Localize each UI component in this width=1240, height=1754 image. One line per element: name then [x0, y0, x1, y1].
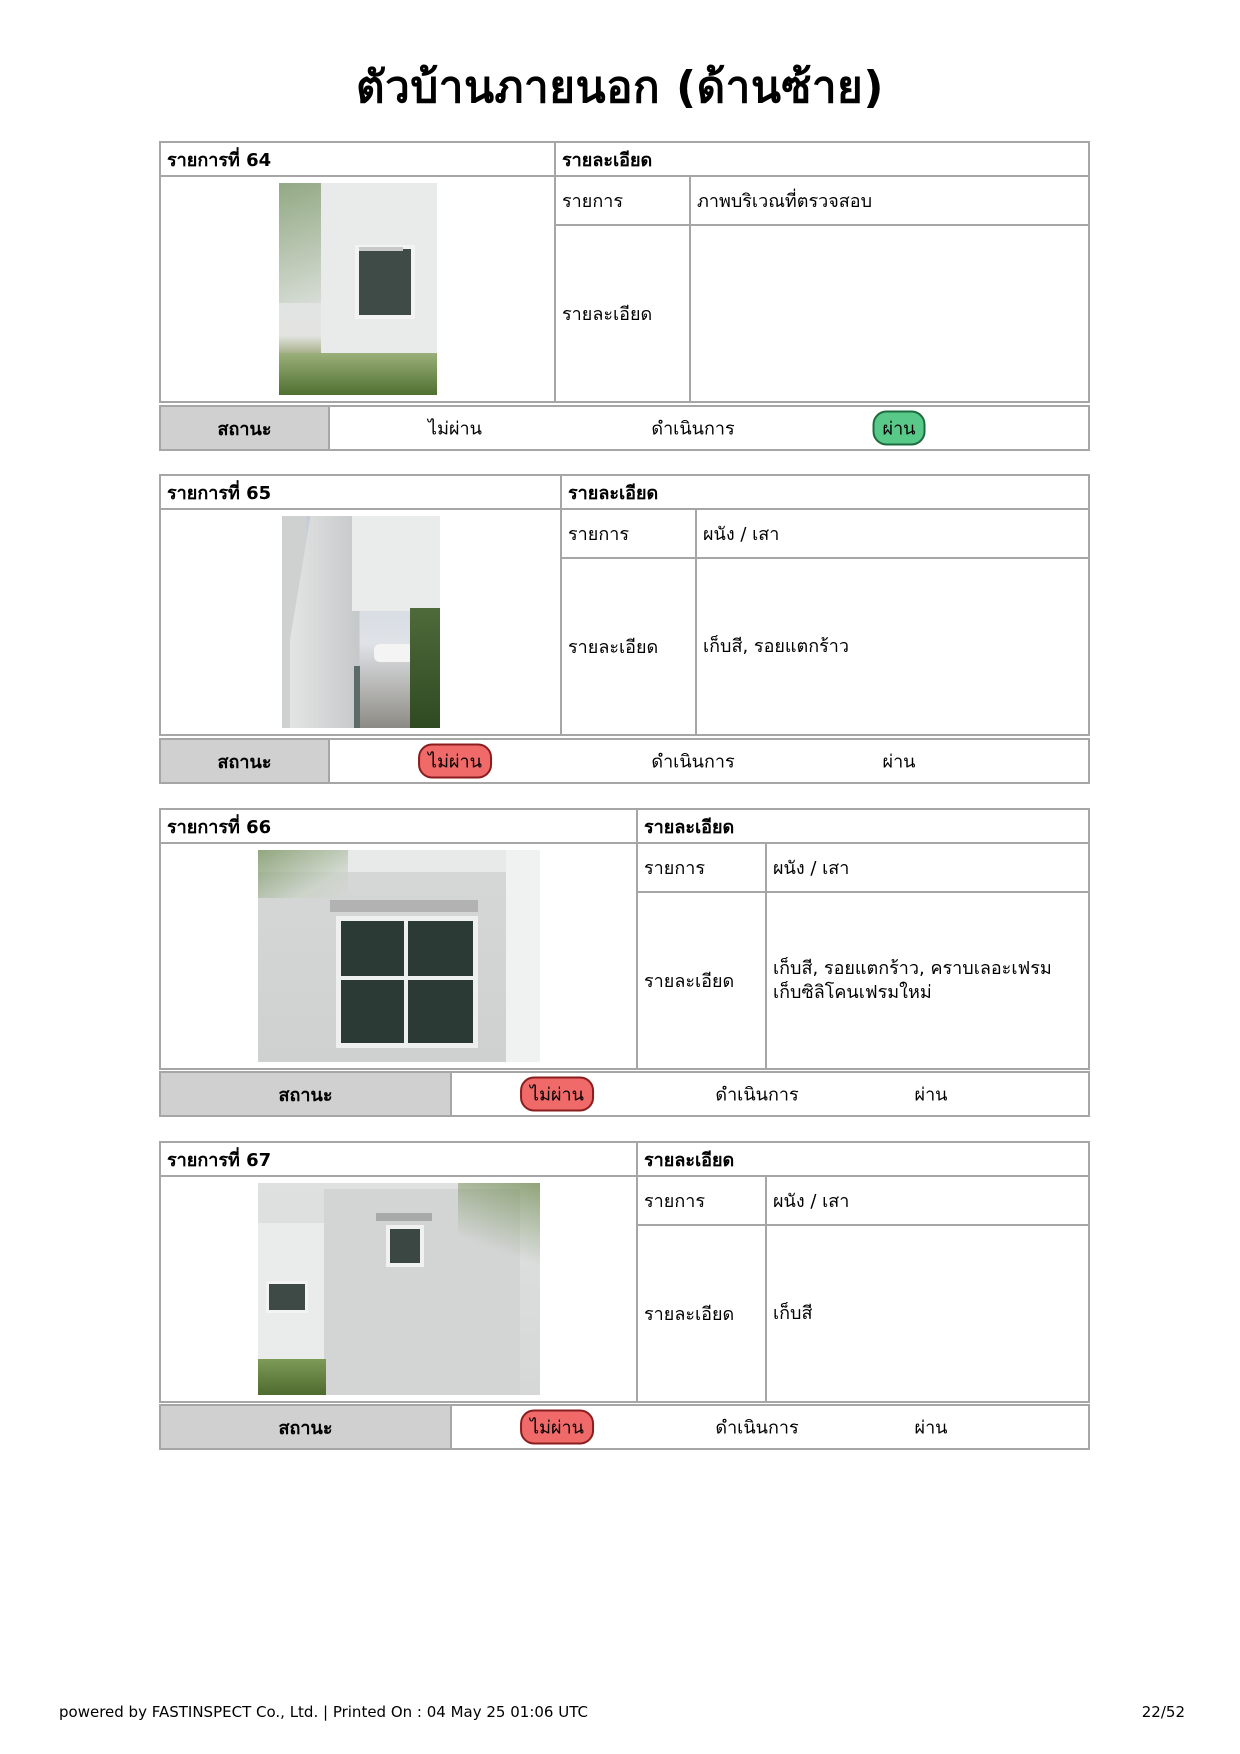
photo-cell: [160, 843, 637, 1069]
status-row: [159, 1071, 1090, 1117]
item-value: ผนัง / เสา: [766, 843, 1089, 892]
status-option-in-progress[interactable]: ดำเนินการ: [715, 1417, 799, 1439]
item-label: รายการ: [637, 843, 766, 892]
footer-printed-info: powered by FASTINSPECT Co., Ltd. | Printed On : 04 May 25 01:06 UTC: [59, 1703, 588, 1721]
status-option-fail[interactable]: ไม่ผ่าน: [520, 1077, 594, 1112]
detail-label: รายละเอียด: [637, 1225, 766, 1402]
inspection-photo[interactable]: [282, 516, 440, 728]
status-label: สถานะ: [160, 739, 329, 783]
status-options: [451, 1405, 1089, 1449]
status-option-pass[interactable]: ผ่าน: [914, 1417, 948, 1439]
inspection-item-table: [159, 141, 1090, 403]
item-number: รายการที่ 66: [160, 809, 637, 843]
item-value: ภาพบริเวณที่ตรวจสอบ: [690, 176, 1089, 225]
status-option-fail[interactable]: ไม่ผ่าน: [428, 418, 482, 440]
inspection-photo[interactable]: [258, 1183, 540, 1395]
photo-cell: [160, 176, 555, 402]
status-label: สถานะ: [160, 406, 329, 450]
detail-header: รายละเอียด: [555, 142, 1089, 176]
status-option-in-progress[interactable]: ดำเนินการ: [651, 751, 735, 773]
status-options: [329, 406, 1089, 450]
detail-header: รายละเอียด: [561, 475, 1089, 509]
status-options: [329, 739, 1089, 783]
item-number: รายการที่ 67: [160, 1142, 637, 1176]
item-number: รายการที่ 65: [160, 475, 561, 509]
photo-cell: [160, 509, 561, 735]
item-label: รายการ: [637, 1176, 766, 1225]
item-label: รายการ: [561, 509, 696, 558]
detail-value: เก็บสี, รอยแตกร้าว: [696, 558, 1089, 735]
item-value: ผนัง / เสา: [696, 509, 1089, 558]
page-title: ตัวบ้านภายนอก (ด้านซ้าย): [356, 62, 884, 113]
inspection-item-table: [159, 474, 1090, 736]
status-option-fail[interactable]: ไม่ผ่าน: [520, 1410, 594, 1445]
detail-value: เก็บสี, รอยแตกร้าว, คราบเลอะเฟรม เก็บซิลิโคนเฟรมใหม่: [766, 892, 1089, 1069]
detail-label: รายละเอียด: [561, 558, 696, 735]
status-options: [451, 1072, 1089, 1116]
status-option-in-progress[interactable]: ดำเนินการ: [651, 418, 735, 440]
inspection-photo[interactable]: [279, 183, 437, 395]
status-label: สถานะ: [160, 1405, 451, 1449]
item-number: รายการที่ 64: [160, 142, 555, 176]
status-option-pass[interactable]: ผ่าน: [873, 411, 926, 446]
status-option-pass[interactable]: ผ่าน: [914, 1084, 948, 1106]
status-row: [159, 405, 1090, 451]
status-option-fail[interactable]: ไม่ผ่าน: [418, 744, 492, 779]
status-option-pass[interactable]: ผ่าน: [882, 751, 916, 773]
status-label: สถานะ: [160, 1072, 451, 1116]
detail-label: รายละเอียด: [555, 225, 690, 402]
status-row: [159, 738, 1090, 784]
detail-label: รายละเอียด: [637, 892, 766, 1069]
item-label: รายการ: [555, 176, 690, 225]
status-option-in-progress[interactable]: ดำเนินการ: [715, 1084, 799, 1106]
status-row: [159, 1404, 1090, 1450]
photo-cell: [160, 1176, 637, 1402]
item-value: ผนัง / เสา: [766, 1176, 1089, 1225]
detail-header: รายละเอียด: [637, 809, 1089, 843]
inspection-item-table: [159, 808, 1090, 1070]
detail-value: [690, 225, 1089, 402]
inspection-photo[interactable]: [258, 850, 540, 1062]
page-number: 22/52: [1141, 1703, 1185, 1721]
inspection-item-table: [159, 1141, 1090, 1403]
detail-header: รายละเอียด: [637, 1142, 1089, 1176]
detail-value: เก็บสี: [766, 1225, 1089, 1402]
